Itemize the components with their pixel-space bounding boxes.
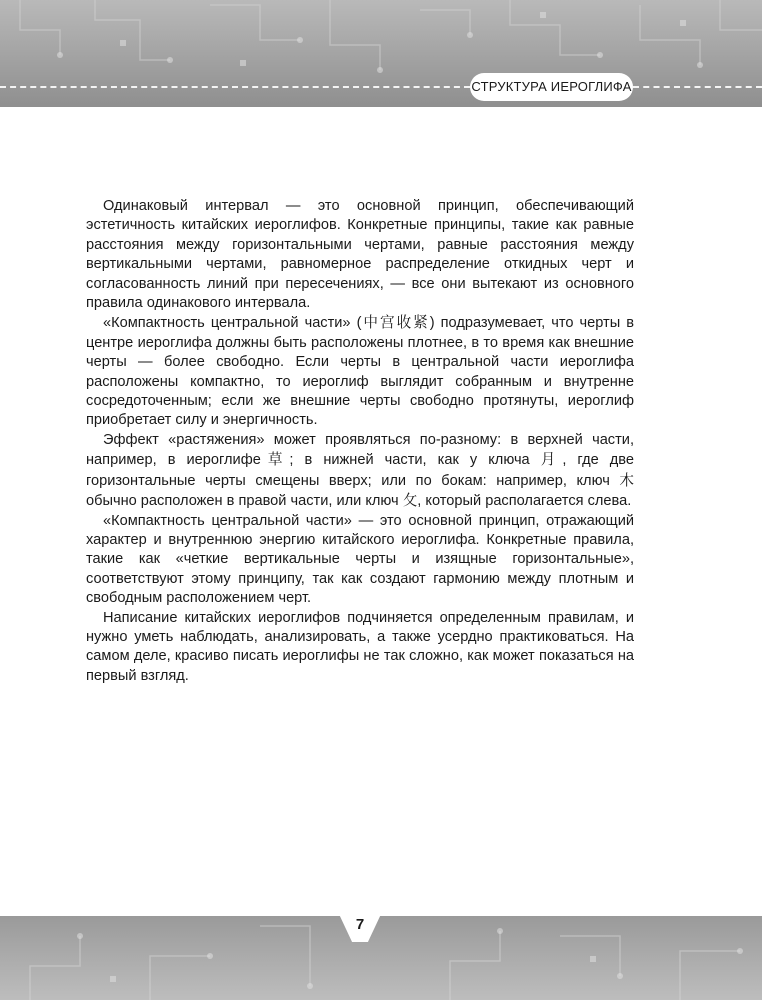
- paragraph-2-part-a: «Компактность центральной части» (: [103, 315, 362, 332]
- paragraph-3-part-c: , где две горизонтальные черты смещены вверх; или по бокам: например, ключ: [86, 452, 634, 489]
- circuit-pattern-icon: [0, 0, 762, 107]
- paragraph-1: Одинаковый интервал — это основной принцип, обеспечивающий эстетичность китайских иероглифов. Конкретные принципы, такие как равные расстояния между горизонтальными чертами, равные расстояния между вертикальными чертами, равномерное распределение откидных черт и согласованность линий при пересечениях, — все они вытекают из основного правила одинакового интервала.: [86, 198, 634, 312]
- section-title: СТРУКТУРА ИЕРОГЛИФА: [471, 79, 632, 94]
- paragraph-3-part-e: , который располагается слева.: [417, 493, 632, 510]
- paragraph-5: Написание китайских иероглифов подчиняется определенным правилам, и нужно уметь наблюдать, анализировать, а также усердно практиковаться. На самом деле, красиво писать иероглифы не так сложно, как может показаться на первый взгляд.: [86, 609, 634, 684]
- paragraph-3-part-d: обычно расположен в правой части, или ключ: [86, 493, 403, 510]
- cjk-char-1: 草: [260, 451, 290, 469]
- footer-circuit-pattern-icon: [0, 916, 762, 1000]
- paragraph-3-part-b: ; в нижней части, как у ключа: [289, 452, 541, 469]
- footer-band: [0, 916, 762, 1000]
- section-title-tab: [470, 73, 633, 101]
- header-dashed-rule-right: [633, 86, 762, 88]
- header-dashed-rule: [0, 86, 470, 88]
- paragraph-2-part-b: ) подразумевает, что черты в центре иероглифа должны быть расположены плотнее, в то время как внешние черты — более свободно. Если черты в центральной части иероглифа расположены компактно, то иероглиф выглядит собранным и внутренне сосредоточенным; если же внешние черты свободно протянуты, иероглиф приобретает силу и энергичность.: [86, 315, 634, 429]
- paragraph-2: [86, 313, 634, 430]
- paragraph-3: [86, 431, 634, 512]
- paragraph-3-part-a: Эффект «растяжения» может проявляться по-разному: в верхней части, например, в иероглифе: [86, 431, 634, 469]
- body-text: [86, 197, 634, 686]
- page-number: 7: [355, 916, 365, 933]
- header-band: [0, 0, 762, 107]
- cjk-char-4: 攵: [402, 492, 418, 510]
- cjk-char-2: 月: [540, 451, 563, 469]
- cjk-char-3: 木: [619, 471, 634, 489]
- paragraph-4: «Компактность центральной части» — это основной принцип, отражающий характер и внутреннюю энергию китайского иероглифа. Конкретные правила, такие как «четкие вертикальные черты и изящные горизонтальные», соответствуют этому принципу, так как создают гармонию между плотным и свободным расположением черт.: [86, 512, 634, 607]
- cjk-term: 中宫收紧: [361, 314, 430, 332]
